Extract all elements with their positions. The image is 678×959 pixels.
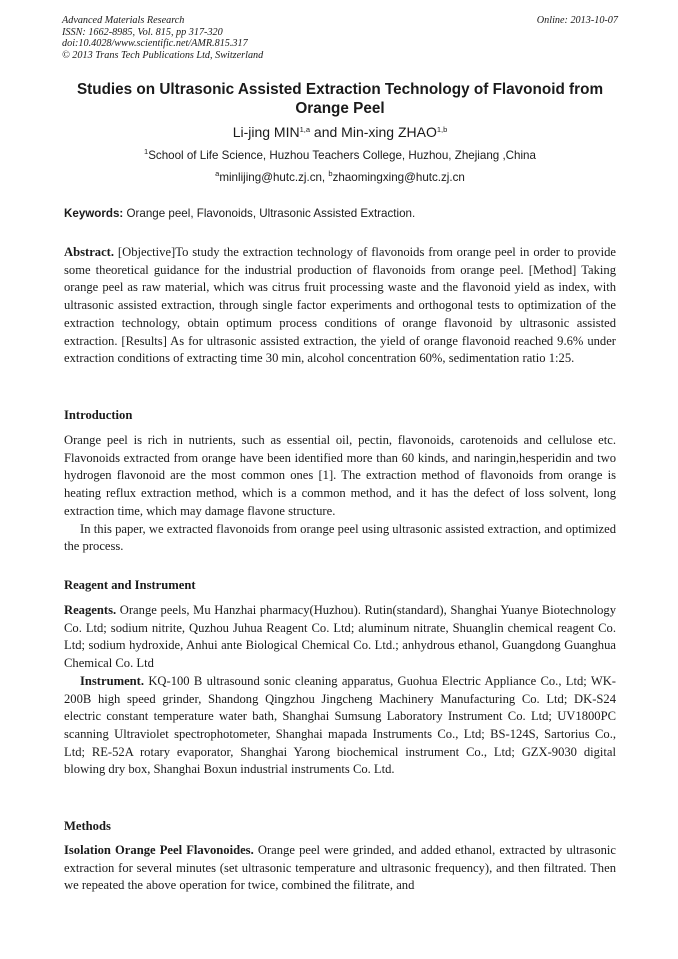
email-superscript: b (328, 169, 333, 178)
journal-copyright: © 2013 Trans Tech Publications Ltd, Switzerland (62, 49, 264, 61)
author-superscript: 1,b (436, 125, 448, 134)
author-name: Min-xing ZHAO (341, 124, 437, 140)
authors-line (62, 123, 618, 141)
journal-header (62, 15, 618, 61)
email-superscript: a (215, 169, 220, 178)
author-emails (62, 170, 618, 185)
abstract-text: [Objective]To study the extraction technology of flavonoids from orange peel in order to provide some theoretical guidance for the industrial production of flavonoids from orange peel. [Method] Taking orange peel as raw material, which was citrus fruit processing waste and the flavonoid yield as index, with ultrasonic assisted extraction, through single factor experiments and orthogonal tests to optimization of the extraction technology, obtain optimum process conditions of orange flavonoid by ultrasonic assisted extraction. [Results] As for ultrasonic assisted extraction, the yield of orange flavonoid reached 9.6% under extraction conditions of extracting time 30 min, alcohol concentration 60%, sedimentation ratio 1:25. (64, 245, 616, 366)
section-heading-reagents: Reagent and Instrument (64, 578, 196, 592)
isolation-label: Isolation Orange Peel Flavonoides. (64, 843, 254, 857)
paragraph: In this paper, we extracted flavonoids from orange peel using ultrasonic assisted extraction, and optimized the process. (64, 521, 616, 554)
affiliation (62, 148, 618, 163)
author-joiner: and (310, 124, 342, 140)
email-link[interactable]: zhaomingxing@hutc.zj.cn (332, 171, 465, 184)
keywords-text: Orange peel, Flavonoids, Ultrasonic Assisted Extraction. (123, 207, 416, 220)
email-link[interactable]: minlijing@hutc.zj.cn, (219, 171, 329, 184)
abstract-label: Abstract. (64, 245, 115, 259)
reagents-body (64, 602, 616, 779)
affiliation-text: School of Life Science, Huzhou Teachers College, Huzhou, Zhejiang ,China (148, 149, 536, 162)
instrument-text: KQ-100 B ultrasound sonic cleaning apparatus, Guohua Electric Appliance Co., Ltd; WK-200B high speed grinder, Shandong Qingzhou Jingcheng Machinery Manufacturing Co. Ltd; DK-S24 electric constant temperature water bath, Shanghai Sumsung Laboratory Instrument Co. Ltd; UV1800PC scanning Ultraviolet spectrophotometer, Shanghai mapada Instruments Co., Ltd; BS-124S, Sartorius Co., Ltd; RE-52A rotary evaporator, Shanghai Yarong biochemical instrument Co., Ltd; GZX-9030 digital blowing dry box, Shanghai Boxun industrial instruments Co. Ltd. (64, 673, 616, 777)
introduction-body (64, 432, 616, 556)
paragraph: Orange peel is rich in nutrients, such as essential oil, pectin, flavonoids, carotenoids and cellulose etc. Flavonoids extracted from orange have been identified more than 60 kinds, and naringin,hesperidin and two hydrogen flavonoid are the most common ones [1]. The extraction method of flavonoids from orange is heating reflux extraction method, which is a common method, and it has the defect of loss solvent, long extraction time, which may damage flavone structure. (64, 433, 616, 518)
reagents-label: Reagents. (64, 603, 117, 617)
journal-name: Advanced Materials Research (62, 15, 185, 26)
section-heading-methods: Methods (64, 819, 111, 833)
instrument-label: Instrument. (80, 673, 145, 688)
isolation-text: Orange peel were grinded, and added ethanol, extracted by ultrasonic extraction for several minutes (set ultrasonic temperature and ultrasonic frequency), and then filtrated. Then we repeated the above operation for twice, combined the filitrate, and (64, 843, 616, 893)
journal-issn: ISSN: 1662-8985, Vol. 815, pp 317-320 (62, 26, 223, 38)
paper-title: Studies on Ultrasonic Assisted Extraction Technology of Flavonoid from Orange Peel (76, 81, 604, 117)
methods-body (64, 842, 616, 895)
keywords-label: Keywords: (64, 207, 124, 220)
reagents-text: Orange peels, Mu Hanzhai pharmacy(Huzhou). Rutin(standard), Shanghai Yuanye Biotechnology Co. Ltd; sodium nitrite, Quzhou Juhua Reagent Co. Ltd; aluminum nitrate, Shuanglin chemical reagent Co. Ltd; sodium hydroxide, Anhui ante Biological Chemical Co. Ltd.; anhydrous ethanol, Guangdong Guanghua Chemical Co. Ltd (64, 603, 616, 671)
author-name: Li-jing MIN (232, 124, 300, 140)
affiliation-superscript: 1 (144, 147, 149, 156)
abstract (64, 244, 616, 368)
journal-doi: doi:10.4028/www.scientific.net/AMR.815.317 (62, 38, 248, 49)
online-date: Online: 2013-10-07 (536, 15, 618, 26)
section-heading-introduction: Introduction (64, 408, 133, 422)
author-superscript: 1,a (299, 125, 311, 134)
keywords (64, 206, 618, 221)
